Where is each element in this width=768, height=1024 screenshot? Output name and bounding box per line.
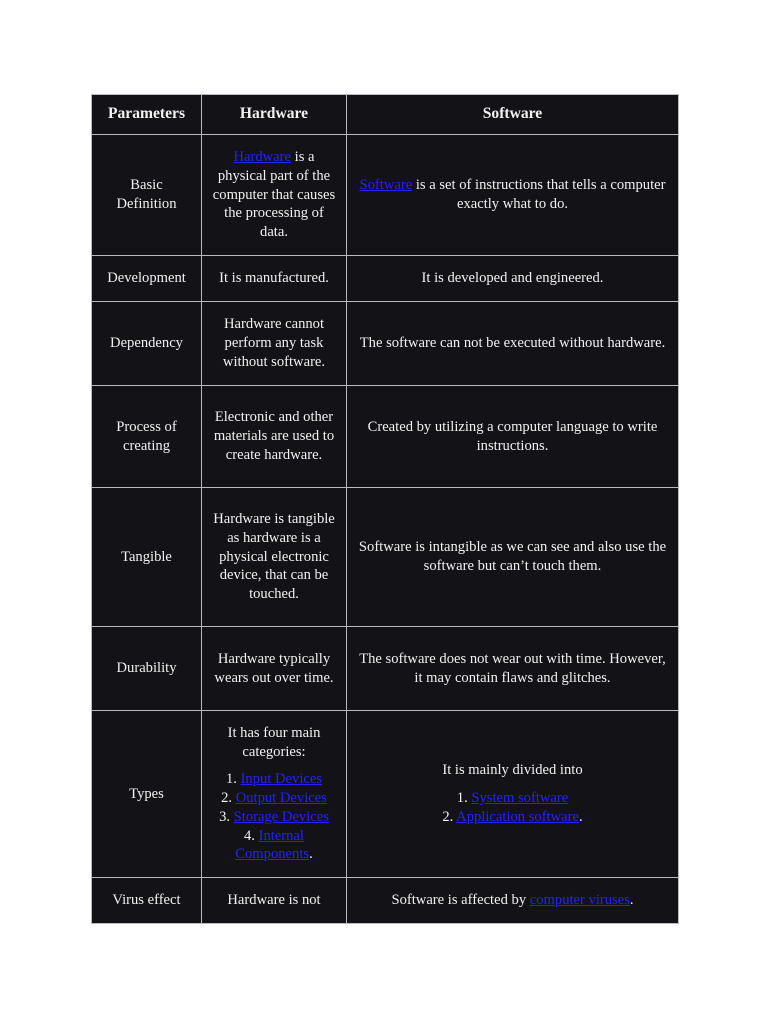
- list-item: [211, 827, 337, 864]
- row-param: Tangible: [92, 488, 202, 627]
- computer-viruses-link[interactable]: computer viruses: [529, 892, 630, 909]
- item-tail: .: [578, 808, 583, 825]
- item-number: 3.: [219, 808, 234, 825]
- application-software-link[interactable]: Application software: [456, 808, 579, 825]
- hardware-link[interactable]: Hardware: [233, 149, 291, 166]
- table-row: [92, 488, 679, 627]
- software-definition: is a set of instructions that tells a computer exactly what to do.: [412, 177, 666, 212]
- row-param: Development: [92, 256, 202, 302]
- item-number: 1.: [456, 790, 472, 807]
- software-cell: [347, 135, 679, 256]
- list-item: [211, 808, 337, 827]
- item-number: 2.: [442, 808, 457, 825]
- table-row: [92, 627, 679, 711]
- internal-components-link[interactable]: Internal Components: [235, 827, 310, 863]
- output-devices-link[interactable]: Output Devices: [235, 790, 327, 807]
- hardware-cell: [202, 711, 347, 878]
- header-hardware: Hardware: [202, 95, 347, 135]
- software-link[interactable]: Software: [359, 177, 413, 194]
- hardware-cell: Electronic and other materials are used to create hardware.: [202, 386, 347, 488]
- list-item: [211, 770, 337, 789]
- row-param: Dependency: [92, 302, 202, 386]
- item-tail: .: [309, 846, 313, 863]
- list-item: [356, 808, 669, 827]
- row-param: Virus effect: [92, 878, 202, 924]
- hardware-types-list: [211, 770, 337, 864]
- hardware-cell: Hardware cannot perform any task without software.: [202, 302, 347, 386]
- hardware-definition: is a physical part of the computer that causes the processing of data.: [212, 149, 336, 241]
- table-header-row: [92, 95, 679, 135]
- comparison-table: [91, 94, 679, 924]
- software-cell: [347, 878, 679, 924]
- software-cell: It is developed and engineered.: [347, 256, 679, 302]
- hardware-cell: It is manufactured.: [202, 256, 347, 302]
- software-cell: Created by utilizing a computer language to write instructions.: [347, 386, 679, 488]
- virus-tail: .: [629, 892, 634, 909]
- table-row: [92, 135, 679, 256]
- row-param: Basic Definition: [92, 135, 202, 256]
- software-cell: Software is intangible as we can see and also use the software but can’t touch them.: [347, 488, 679, 627]
- input-devices-link[interactable]: Input Devices: [240, 771, 323, 788]
- row-param: Durability: [92, 627, 202, 711]
- hardware-cell: Hardware typically wears out over time.: [202, 627, 347, 711]
- table-row: [92, 711, 679, 878]
- system-software-link[interactable]: System software: [471, 790, 569, 807]
- hardware-types-intro: It has four main categories:: [227, 725, 321, 760]
- storage-devices-link[interactable]: Storage Devices: [233, 808, 329, 825]
- software-cell: [347, 711, 679, 878]
- row-param: Types: [92, 711, 202, 878]
- hardware-cell: Hardware is tangible as hardware is a physical electronic device, that can be touched.: [202, 488, 347, 627]
- software-cell: The software can not be executed without hardware.: [347, 302, 679, 386]
- list-item: [356, 789, 669, 808]
- table-row: [92, 878, 679, 924]
- table-row: [92, 302, 679, 386]
- hardware-cell: Hardware is not: [202, 878, 347, 924]
- item-number: 1.: [225, 771, 241, 788]
- header-parameters: Parameters: [92, 95, 202, 135]
- software-types-list: [356, 789, 669, 826]
- table-row: [92, 256, 679, 302]
- item-number: 4.: [244, 827, 259, 844]
- header-software: Software: [347, 95, 679, 135]
- item-number: 2.: [221, 790, 236, 807]
- virus-text: Software is affected by: [391, 892, 530, 909]
- software-types-intro: It is mainly divided into: [442, 762, 583, 779]
- software-cell: The software does not wear out with time. However, it may contain flaws and glitches.: [347, 627, 679, 711]
- row-param: Process of creating: [92, 386, 202, 488]
- list-item: [211, 789, 337, 808]
- table-row: [92, 386, 679, 488]
- hardware-cell: [202, 135, 347, 256]
